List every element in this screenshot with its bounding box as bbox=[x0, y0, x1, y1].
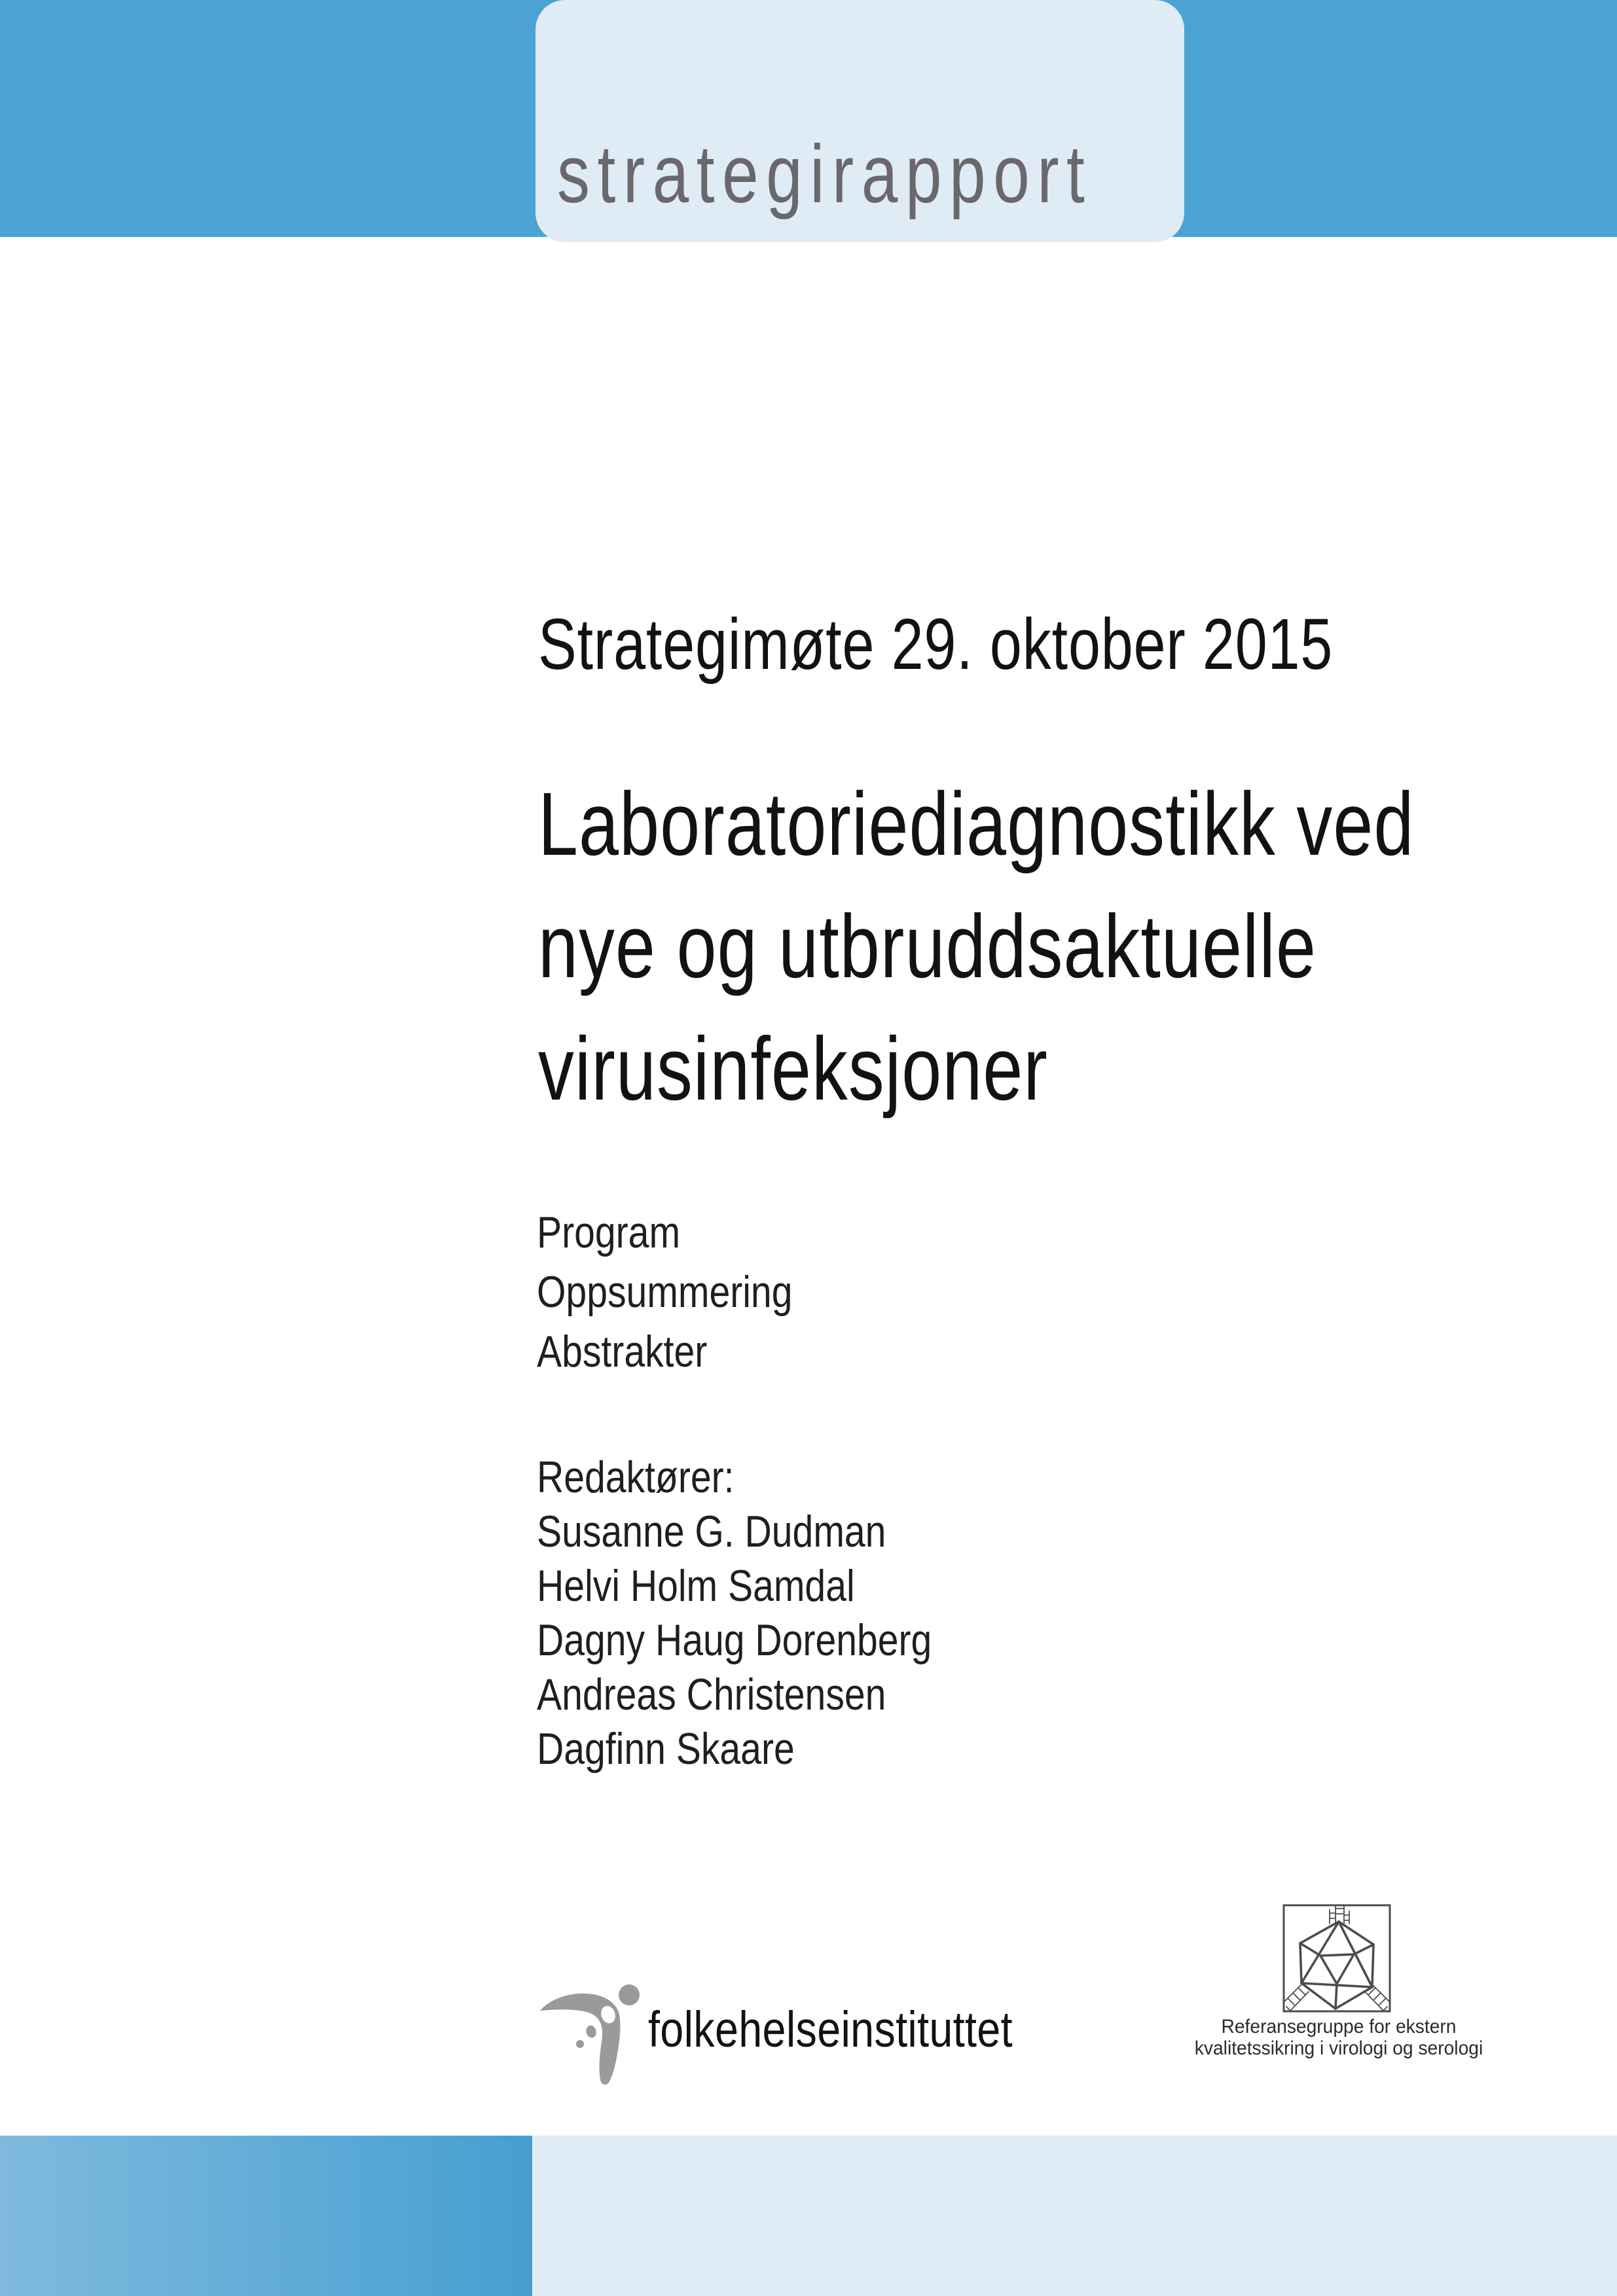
editors-block bbox=[537, 1450, 932, 1776]
editor-item: Andreas Christensen bbox=[537, 1670, 886, 1719]
fhi-small-dot-1 bbox=[585, 2024, 597, 2039]
footer-gradient-bar bbox=[0, 2136, 532, 2296]
contents-list bbox=[537, 1203, 792, 1382]
fhi-small-dot-2 bbox=[576, 2040, 584, 2048]
capsid-wireframe bbox=[1300, 1922, 1373, 2009]
editor-item: Susanne G. Dudman bbox=[537, 1507, 886, 1556]
report-title bbox=[538, 763, 1414, 1130]
virus-capsid-icon bbox=[1282, 1904, 1391, 2013]
fhi-swoosh-logo-icon bbox=[537, 1977, 642, 2088]
contents-item-oppsummering: Oppsummering bbox=[537, 1267, 793, 1317]
meeting-title: Strategimøte 29. oktober 2015 bbox=[538, 604, 1334, 685]
editor-item: Dagny Haug Dorenberg bbox=[537, 1615, 932, 1665]
contents-item-program: Program bbox=[537, 1208, 681, 1257]
reference-group-caption bbox=[1154, 2016, 1523, 2059]
reference-group-caption-line-1: Referansegruppe for ekstern bbox=[1221, 2016, 1457, 2037]
institute-name: folkehelseinstituttet bbox=[648, 2001, 1013, 2058]
report-title-line-2: nye og utbruddsaktuelle bbox=[538, 897, 1317, 997]
fhi-swoosh-shape bbox=[540, 1984, 640, 2085]
footer-light-panel bbox=[532, 2136, 1617, 2296]
report-title-line-1: Laboratoriediagnostikk ved bbox=[538, 774, 1415, 874]
contents-item-abstrakter: Abstrakter bbox=[537, 1327, 708, 1376]
editor-item: Dagfinn Skaare bbox=[537, 1724, 795, 1774]
banner-label: strategirapport bbox=[557, 129, 1093, 220]
editor-item: Helvi Holm Samdal bbox=[537, 1561, 855, 1611]
strategirapport-banner bbox=[536, 0, 1184, 242]
capsid-spike-lower-left bbox=[1284, 1984, 1309, 2011]
fhi-head-dot bbox=[619, 1984, 640, 2005]
report-title-line-3: virusinfeksjoner bbox=[538, 1019, 1048, 1119]
reference-group-caption-line-2: kvalitetssikring i virologi og serologi bbox=[1194, 2037, 1483, 2059]
editors-heading: Redaktører: bbox=[537, 1452, 735, 1502]
